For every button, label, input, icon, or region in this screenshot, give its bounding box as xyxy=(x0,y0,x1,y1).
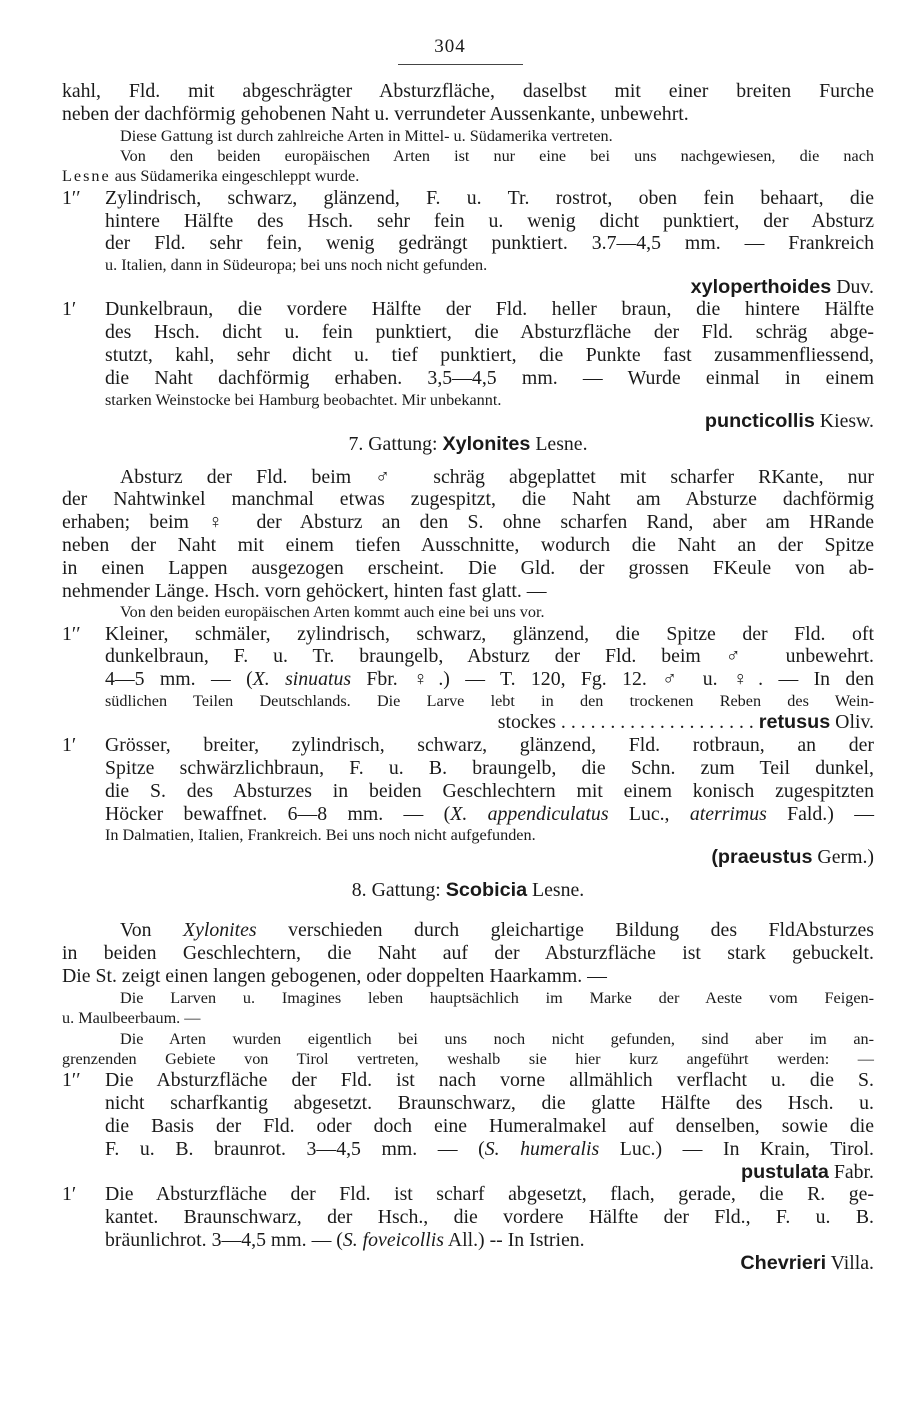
key-marker: 1′′ xyxy=(62,622,81,645)
page-number: 304 xyxy=(434,36,466,57)
key-line: der Fld. sehr fein, wenig gedrängt punktiert. 3.7—4,5 mm. — Frankreich xyxy=(105,232,874,255)
spacer xyxy=(62,901,874,919)
key-line: 1′′ Zylindrisch, schwarz, glänzend, F. u. Tr. rostrot, oben fein behaart, die xyxy=(62,186,874,209)
text-line: Von Xylonites verschieden durch gleichartige Bildung des FldAbsturzes xyxy=(120,919,874,942)
key-line: hintere Hälfte des Hsch. sehr fein u. wenig dicht punktiert, der Absturz xyxy=(105,209,874,232)
key-marker: 1′ xyxy=(62,298,77,321)
key-line: kantet. Braunschwarz, der Hsch., die vordere Hälfte der Fld., F. u. B. xyxy=(105,1206,874,1229)
key-line: die Basis der Fld. oder doch eine Humeralmakel auf denselben, sowie die xyxy=(105,1114,874,1137)
genus-heading: 7. Gattung: Xylonites Lesne. xyxy=(348,432,588,455)
text-line: der Nahtwinkel manchmal etwas zugespitzt, die Naht am Absturze dachförmig xyxy=(62,488,874,511)
note-line: Von den beiden europäischen Arten kommt auch eine bei uns vor. xyxy=(120,603,545,622)
note-line: Von den beiden europäischen Arten ist nur eine bei uns nachgewiesen, die nach xyxy=(120,146,874,165)
key-line: Spitze schwärzlichbraun, F. u. B. braungelb, die Schn. zum Teil dunkel, xyxy=(105,757,874,780)
note-line: u. Maulbeerbaum. — xyxy=(62,1009,201,1028)
species-name: pustulata Fabr. xyxy=(741,1160,874,1183)
author-name: Lesne xyxy=(62,167,111,186)
species-name: puncticollis Kiesw. xyxy=(704,409,874,432)
key-line: 1′′ Kleiner, schmäler, zylindrisch, schwarz, glänzend, die Spitze der Fld. oft xyxy=(62,622,874,645)
key-line: 4—5 mm. — (X. sinuatus Fbr. ♀.) — T. 120, Fg. 12. ♂ u. ♀. — In den xyxy=(105,668,874,691)
key-line: 1′ Grösser, breiter, zylindrisch, schwarz, glänzend, Fld. rotbraun, an der xyxy=(62,734,874,757)
note-line: Die Larven u. Imagines leben hauptsächlich im Marke der Aeste vom Feigen- xyxy=(120,988,874,1007)
key-marker: 1′′ xyxy=(62,186,81,209)
key-line: bräunlichrot. 3—4,5 mm. — (S. foveicollis All.) -- In Istrien. xyxy=(105,1228,585,1251)
species-name: xyloperthoides Duv. xyxy=(690,275,874,298)
key-line: dunkelbraun, F. u. Tr. braungelb, Absturz der Fld. beim ♂ unbewehrt. xyxy=(105,645,874,668)
key-line: die Naht dachförmig erhaben. 3,5—4,5 mm. — Wurde einmal in einem xyxy=(105,366,874,389)
text-line: erhaben; beim ♀ der Absturz an den S. ohne scharfen Rand, aber am HRande xyxy=(62,511,874,534)
text-line: neben der dachförmig gehobenen Naht u. verrundeter Aussenkante, unbewehrt. xyxy=(62,102,689,125)
key-line: 1′′ Die Absturzfläche der Fld. ist nach vorne allmählich verflacht u. die S. xyxy=(62,1069,874,1092)
note-line: Diese Gattung ist durch zahlreiche Arten in Mittel- u. Südamerika vertreten. xyxy=(120,126,613,145)
key-line: starken Weinstocke bei Hamburg beobachtet. Mir unbekannt. xyxy=(105,390,502,409)
key-line: 1′ Dunkelbraun, die vordere Hälfte der Fld. heller braun, die hintere Hälfte xyxy=(62,298,874,321)
note-line: grenzenden Gebiete von Tirol vertreten, weshalb sie hier kurz angeführt werden: — xyxy=(62,1050,874,1068)
key-line: 1′ Die Absturzfläche der Fld. ist scharf abgesetzt, flach, gerade, die R. ge- xyxy=(62,1183,874,1206)
text-line: nehmender Länge. Hsch. vorn gehöckert, hinten fast glatt. — xyxy=(62,579,547,602)
key-line: F. u. B. braunrot. 3—4,5 mm. — (S. humeralis Luc.) — In Krain, Tirol. xyxy=(105,1137,875,1160)
species-name: retusus xyxy=(758,711,831,734)
text-line: in beiden Geschlechtern, die Naht auf der Absturzfläche ist stark gebuckelt. xyxy=(62,942,874,965)
text-line: in einen Lappen ausgezogen erscheint. Die Gld. der grossen FKeule von ab- xyxy=(62,556,874,579)
key-line: die S. des Absturzes in beiden Geschlechtern mit einem konisch zugespitzten xyxy=(105,779,874,802)
key-line: des Hsch. dicht u. fein punktiert, die Absturzfläche der Fld. schräg abge- xyxy=(105,321,874,344)
key-line: In Dalmatien, Italien, Frankreich. Bei uns noch nicht aufgefunden. xyxy=(105,826,536,845)
text-line: neben der Naht mit einem tiefen Ausschnitte, wodurch die Naht an der Spitze xyxy=(62,533,874,556)
header-rule xyxy=(398,64,523,65)
text-line: Die St. zeigt einen langen gebogenen, oder doppelten Haarkamm. — xyxy=(62,965,607,988)
key-marker: 1′′ xyxy=(62,1069,81,1092)
key-line: Höcker bewaffnet. 6—8 mm. — (X. appendiculatus Luc., aterrimus Fald.) — xyxy=(105,802,874,825)
key-line: stutzt, kahl, sehr dicht u. tief punktiert, die Punkte fast zusammenfliessend, xyxy=(105,343,874,366)
page-text xyxy=(62,80,874,1275)
note-line: Die Arten wurden eigentlich bei uns noch nicht gefunden, sind aber im an- xyxy=(120,1029,874,1048)
species-name: Chevrieri Villa. xyxy=(740,1251,874,1274)
genus-heading: 8. Gattung: Scobicia Lesne. xyxy=(351,878,585,901)
text-line: Absturz der Fld. beim ♂ schräg abgeplattet mit scharfer RKante, nur xyxy=(120,465,874,488)
key-marker: 1′ xyxy=(62,734,77,757)
spacer xyxy=(62,456,874,466)
key-line: nicht scharfkantig abgesetzt. Braunschwarz, die glatte Hälfte des Hsch. u. xyxy=(105,1092,874,1115)
spacer xyxy=(62,869,874,879)
key-marker: 1′ xyxy=(62,1183,77,1206)
key-line: u. Italien, dann in Südeuropa; bei uns noch nicht gefunden. xyxy=(105,256,488,275)
key-line: südlichen Teilen Deutschlands. Die Larve lebt in den trockenen Reben des Wein- xyxy=(105,692,874,711)
text-line: kahl, Fld. mit abgeschrägter Absturzfläche, daselbst mit einer breiten Furche xyxy=(62,80,874,102)
note-line: Lesne aus Südamerika eingeschleppt wurde. xyxy=(62,167,360,186)
key-line: stockes . . . . . . . . . . . . . . . . . . . . retusus Oliv. xyxy=(497,711,874,734)
species-name: (praeustus Germ.) xyxy=(711,845,874,868)
